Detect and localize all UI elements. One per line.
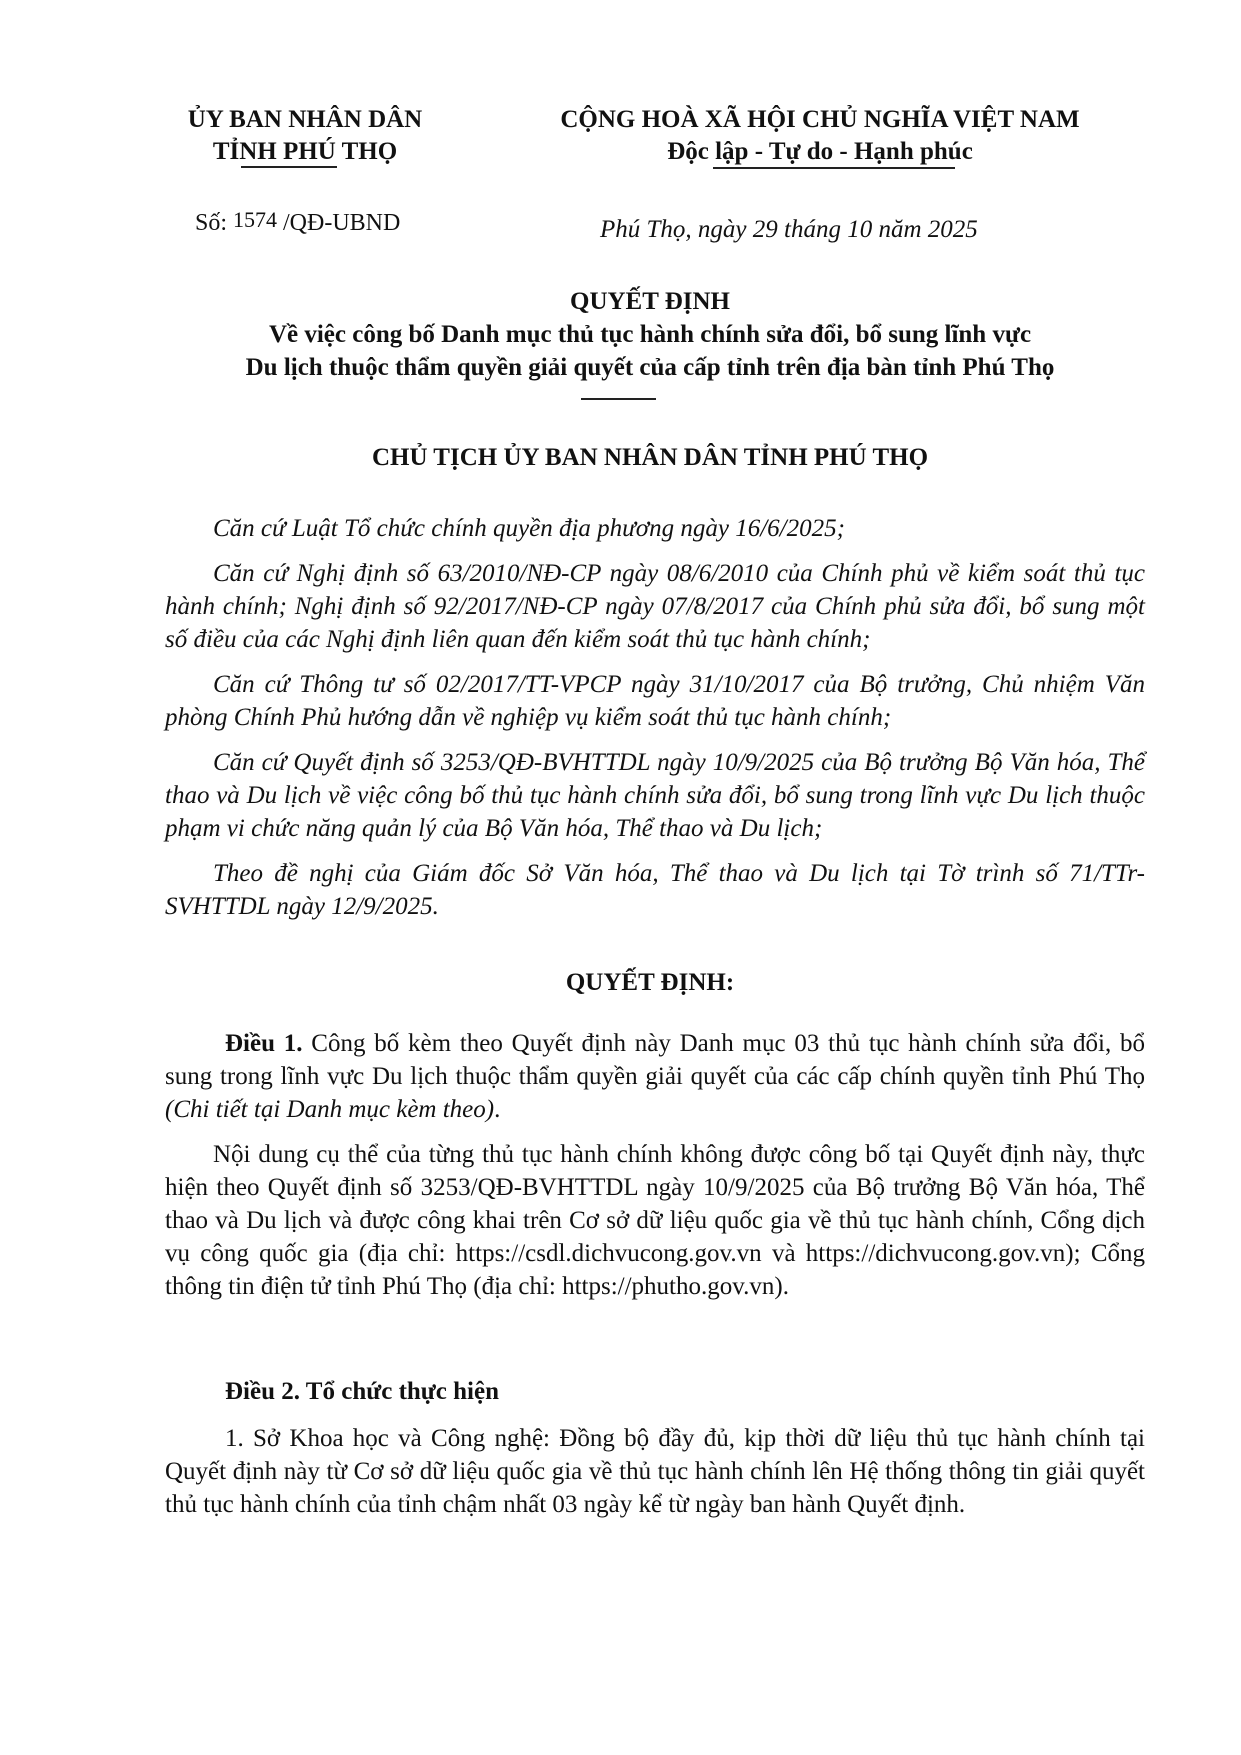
- agency-underline: [241, 166, 337, 168]
- preamble-item: Theo đề nghị của Giám đốc Sở Văn hóa, Thể thao và Du lịch tại Tờ trình số 71/TTr-SVHTTDL ngày 12/9/2025.: [165, 860, 1145, 920]
- motto-underline: [713, 167, 955, 169]
- document-title: [150, 285, 1150, 384]
- issuing-agency: [150, 104, 460, 168]
- preamble-item: Căn cứ Luật Tổ chức chính quyền địa phương ngày 16/6/2025;: [213, 515, 845, 542]
- place-date: Phú Thọ, ngày 29 tháng 10 năm 2025: [600, 216, 978, 243]
- nation-line-1: CỘNG HOÀ XÃ HỘI CHỦ NGHĨA VIỆT NAM: [560, 106, 1080, 133]
- preamble-item: Căn cứ Thông tư số 02/2017/TT-VPCP ngày 31/10/2017 của Bộ trưởng, Chủ nhiệm Văn phòng Chính Phủ hướng dẫn về nghiệp vụ kiểm soát thủ tục hành chính;: [165, 671, 1145, 731]
- article-1-paragraph: [165, 1027, 1145, 1126]
- subject-line-2: Du lịch thuộc thẩm quyền giải quyết của cấp tỉnh trên địa bàn tỉnh Phú Thọ: [245, 354, 1055, 381]
- preamble-item: Căn cứ Quyết định số 3253/QĐ-BVHTTDL ngày 10/9/2025 của Bộ trưởng Bộ Văn hóa, Thể thao và Du lịch về việc công bố thủ tục hành chính sửa đổi, bổ sung trong lĩnh vực Du lịch thuộc phạm vi chức năng quản lý của Bộ Văn hóa, Thể thao và Du lịch;: [165, 749, 1145, 842]
- article-1-paragraph-2: Nội dung cụ thể của từng thủ tục hành chính không được công bố tại Quyết định này, thực hiện theo Quyết định số 3253/QĐ-BVHTTDL ngày 10/9/2025 của Bộ trưởng Bộ Văn hóa, Thể thao và Du lịch và được công khai trên Cơ sở dữ liệu quốc gia về thủ tục hành chính, Cổng dịch vụ công quốc gia (địa chỉ: https://csdl.dichvucong.gov.vn và https://dichvucong.gov.vn); Cổng thông tin điện tử tỉnh Phú Thọ (địa chỉ: https://phutho.gov.vn).: [165, 1141, 1145, 1300]
- agency-line-1: ỦY BAN NHÂN DÂN: [187, 106, 423, 133]
- article-1-label: Điều 1.: [225, 1030, 303, 1057]
- article-1-end: .: [494, 1096, 501, 1123]
- title-underline: [581, 398, 656, 400]
- nation-line-2: Độc lập - Tự do - Hạnh phúc: [667, 138, 973, 165]
- doc-type: QUYẾT ĐỊNH: [570, 288, 730, 315]
- document-number: [195, 207, 401, 237]
- preamble: [165, 512, 1145, 923]
- national-motto: [520, 104, 1120, 168]
- subject-line-1: Về việc công bố Danh mục thủ tục hành chính sửa đổi, bổ sung lĩnh vực: [268, 321, 1032, 348]
- article-1-text: Công bố kèm theo Quyết định này Danh mục 03 thủ tục hành chính sửa đổi, bổ sung trong lĩnh vực Du lịch thuộc thẩm quyền giải quyết của các cấp chính quyền tỉnh Phú Thọ: [165, 1030, 1145, 1090]
- agency-line-2: TỈNH PHÚ THỌ: [212, 138, 398, 165]
- authority-heading: CHỦ TỊCH ỦY BAN NHÂN DÂN TỈNH PHÚ THỌ: [371, 444, 929, 471]
- article-1-note: (Chi tiết tại Danh mục kèm theo): [165, 1096, 495, 1123]
- article-2-heading: Điều 2. Tổ chức thực hiện: [225, 1378, 499, 1405]
- decision-heading: QUYẾT ĐỊNH:: [565, 969, 735, 996]
- number-label: Số:: [195, 210, 228, 236]
- number-value: 1574: [233, 207, 278, 232]
- article-2-item-1: 1. Sở Khoa học và Công nghệ: Đồng bộ đầy đủ, kịp thời dữ liệu thủ tục hành chính tại Quyết định này từ Cơ sở dữ liệu quốc gia về thủ tục hành chính lên Hệ thống thông tin giải quyết thủ tục hành chính của tỉnh chậm nhất 03 ngày kể từ ngày ban hành Quyết định.: [165, 1425, 1145, 1518]
- article-1: [165, 1027, 1145, 1303]
- preamble-item: Căn cứ Nghị định số 63/2010/NĐ-CP ngày 08/6/2010 của Chính phủ về kiểm soát thủ tục hành chính; Nghị định số 92/2017/NĐ-CP ngày 07/8/2017 của Chính phủ sửa đổi, bổ sung một số điều của các Nghị định liên quan đến kiểm soát thủ tục hành chính;: [165, 560, 1145, 653]
- article-2: [165, 1375, 1145, 1521]
- number-suffix: /QĐ-UBND: [283, 210, 401, 236]
